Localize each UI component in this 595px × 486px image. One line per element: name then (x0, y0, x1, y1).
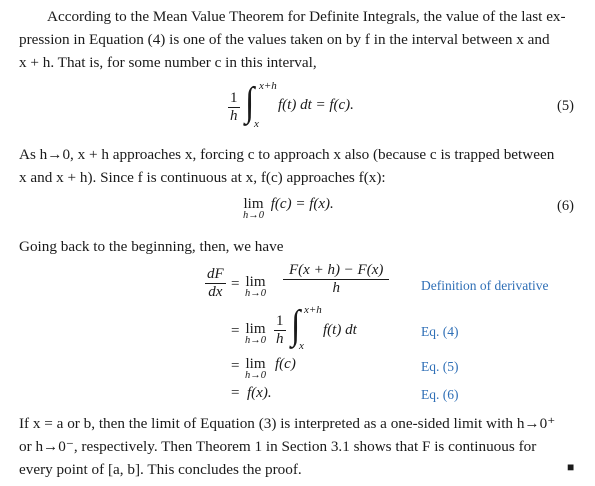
lhs-numerator: dF (207, 266, 224, 282)
eq5-fraction (228, 90, 240, 125)
row2-equals: = (231, 323, 240, 339)
row2-integral-sign: ∫ (291, 303, 301, 348)
row3-lim-subscript: h→0 (245, 370, 266, 381)
paragraph-2-line-2: x and x + h). Since f is continuous at x, f(c) approaches f(x): (19, 169, 386, 186)
eq5-body: f(t) dt = f(c). (278, 97, 354, 113)
paragraph-1-line-1: According to the Mean Value Theorem for Definite Integrals, the value of the last ex- (47, 8, 566, 25)
lhs-fraction (205, 266, 226, 301)
row2-limit (245, 321, 266, 346)
eq6-body: f(c) = f(x). (270, 196, 334, 212)
equation-5-number: (5) (557, 98, 574, 114)
row1-fraction (283, 262, 389, 297)
row3-body: f(c) (275, 356, 296, 372)
row3-limit (245, 356, 266, 381)
row2-fraction-denominator: h (276, 331, 284, 347)
row1-note: Definition of derivative (421, 278, 549, 293)
paragraph-4-line-2: or h→0⁻, respectively. Then Theorem 1 in Section 3.1 shows that F is continuous for (19, 438, 537, 455)
paragraph-1-line-2: pression in Equation (4) is one of the values taken on by f in the interval between x and (19, 31, 550, 48)
row3-lim-text: lim (245, 356, 266, 372)
row3-note: Eq. (5) (421, 359, 459, 374)
eq5-fraction-denominator: h (230, 108, 238, 124)
row1-equals: = (231, 276, 240, 292)
row2-lim-subscript: h→0 (245, 335, 266, 346)
row2-fraction (274, 313, 286, 348)
lhs-denominator: dx (208, 284, 223, 300)
row4-equals: = (231, 385, 240, 401)
paragraph-3-line-1: Going back to the beginning, then, we have (19, 238, 284, 255)
row2-fraction-numerator: 1 (276, 313, 284, 329)
eq5-fraction-numerator: 1 (230, 90, 238, 106)
qed-symbol: ■ (567, 460, 575, 474)
row2-note: Eq. (4) (421, 324, 459, 339)
equation-6-number: (6) (557, 198, 574, 214)
paragraph-4-line-3: every point of [a, b]. This concludes the proof. (19, 461, 302, 478)
eq6-limit (243, 196, 264, 221)
row2-body: f(t) dt (323, 322, 357, 338)
row4-body: f(x). (247, 385, 272, 401)
row3-equals: = (231, 358, 240, 374)
row1-lim-subscript: h→0 (245, 288, 266, 299)
eq6-lim-text: lim (243, 196, 264, 212)
derivation (205, 262, 585, 412)
row2-upper-limit: x+h (304, 304, 322, 316)
row2-lower-limit: x (299, 340, 304, 352)
eq5-integral-sign: ∫ (245, 80, 255, 125)
eq5-lower-limit: x (254, 118, 259, 130)
equation-6 (243, 196, 334, 221)
row1-denominator: h (332, 280, 340, 296)
paragraph-4-line-1: If x = a or b, then the limit of Equation (3) is interpreted as a one-sided limit with h→0⁺ (19, 415, 556, 432)
eq5-upper-limit: x+h (259, 80, 277, 92)
row4-note: Eq. (6) (421, 387, 459, 402)
row1-numerator: F(x + h) − F(x) (283, 262, 389, 280)
row2-lim-text: lim (245, 321, 266, 337)
row1-lim-text: lim (245, 274, 266, 290)
paragraph-2-line-1: As h→0, x + h approaches x, forcing c to approach x also (because c is trapped between (19, 146, 555, 163)
eq6-lim-subscript: h→0 (243, 210, 264, 221)
paragraph-1-line-3: x + h. That is, for some number c in this interval, (19, 54, 317, 71)
row1-limit (245, 274, 266, 299)
